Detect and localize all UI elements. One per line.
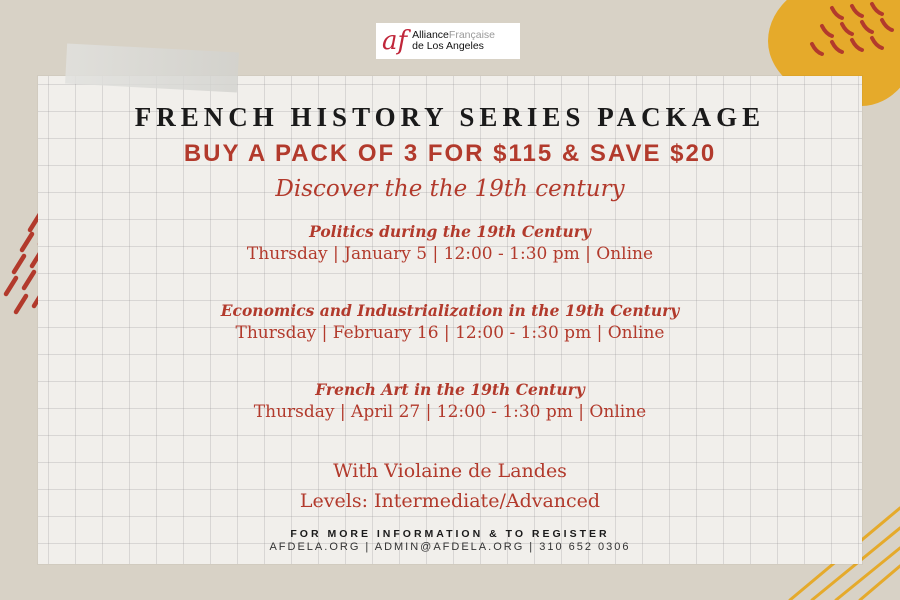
session-date: Thursday | April 27 | 12:00 - 1:30 pm | Online xyxy=(253,402,647,422)
session-title: Economics and Industrialization in the 19th Century xyxy=(220,301,680,320)
levels-line: Levels: Intermediate/Advanced xyxy=(299,490,601,512)
af-logo-mark: af xyxy=(382,26,408,56)
session-2 xyxy=(38,301,862,343)
logo-text xyxy=(412,30,495,52)
instructor-line: With Violaine de Landes xyxy=(333,460,567,482)
session-title: Politics during the 19th Century xyxy=(309,222,591,241)
alliance-francaise-logo[interactable] xyxy=(376,23,520,59)
tagline: Discover the the 19th century xyxy=(275,176,625,202)
contact-info[interactable]: AFDELA.ORG | ADMIN@AFDELA.ORG | 310 652 0306 xyxy=(269,541,631,553)
session-1 xyxy=(38,222,862,264)
logo-line1: AllianceFrançaise xyxy=(412,28,496,41)
logo-line2: de Los Angeles xyxy=(412,40,484,52)
offer-subtitle: BUY A PACK OF 3 FOR $115 & SAVE $20 xyxy=(183,140,717,167)
top-right-red-dashes xyxy=(812,4,892,54)
session-title: French Art in the 19th Century xyxy=(315,380,585,399)
session-date: Thursday | January 5 | 12:00 - 1:30 pm | Online xyxy=(246,244,654,264)
session-3 xyxy=(38,380,862,422)
page-title: FRENCH HISTORY SERIES PACKAGE xyxy=(134,102,766,132)
info-heading: FOR MORE INFORMATION & TO REGISTER xyxy=(290,528,610,540)
session-date: Thursday | February 16 | 12:00 - 1:30 pm | Online xyxy=(235,323,665,343)
